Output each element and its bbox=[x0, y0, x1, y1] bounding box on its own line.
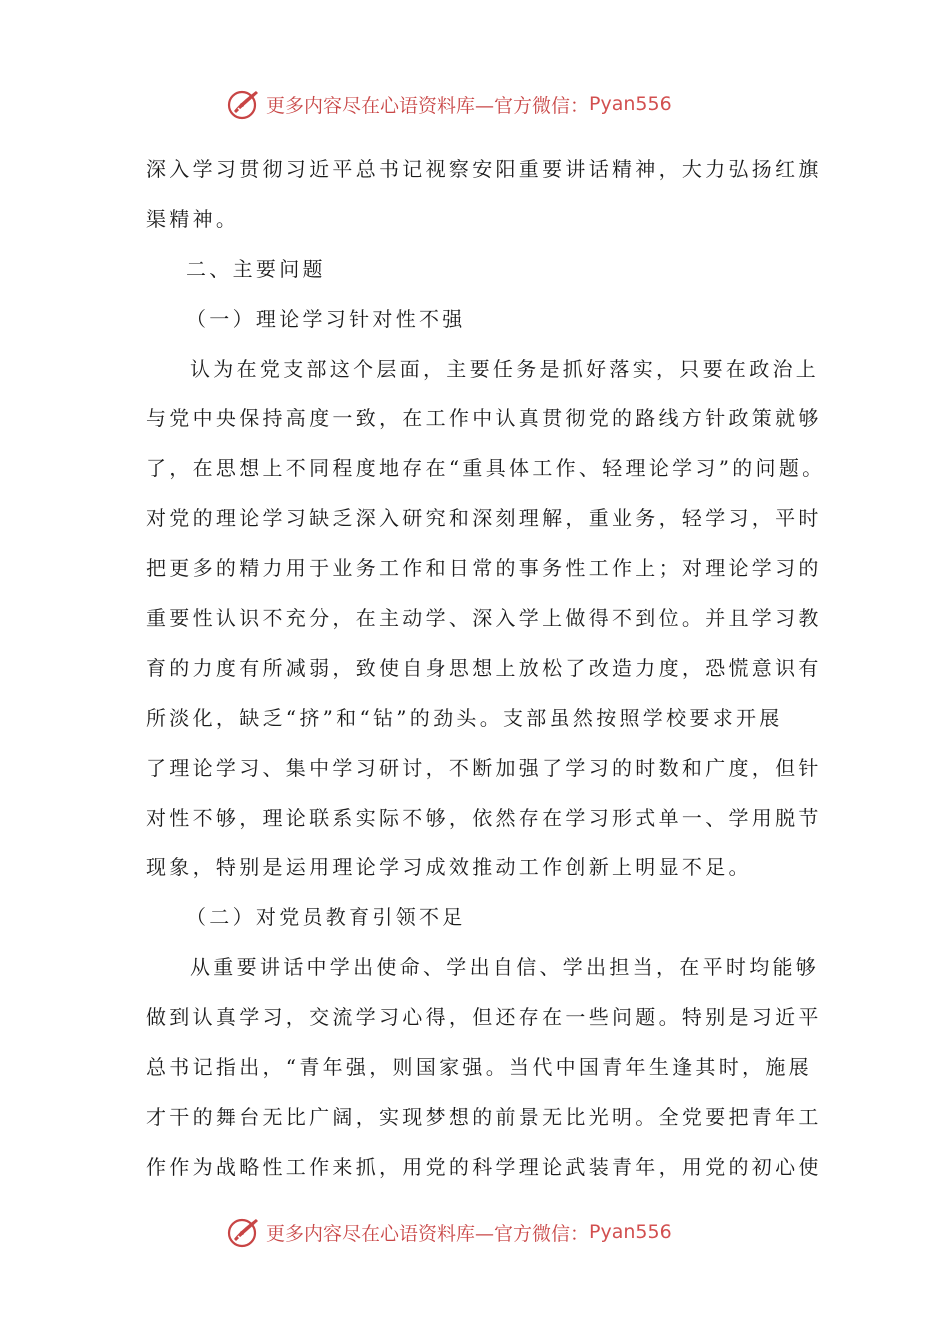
paragraph-line: 育的力度有所减弱，致使自身思想上放松了改造力度，恐慌意识有 bbox=[146, 655, 822, 680]
paragraph-line: 认为在党支部这个层面，主要任务是抓好落实，只要在政治上 bbox=[190, 356, 820, 381]
paragraph-line: 重要性认识不充分，在主动学、深入学上做得不到位。并且学习教 bbox=[146, 606, 822, 631]
watermark-text: 更多内容尽在心语资料库—官方微信： bbox=[266, 1222, 590, 1245]
watermark-wechat-id: Pyan556 bbox=[589, 1221, 672, 1243]
paragraph-line: 对党的理论学习缺乏深入研究和深刻理解，重业务，轻学习，平时 bbox=[146, 506, 822, 531]
paragraph-line: 现象，特别是运用理论学习成效推动工作创新上明显不足。 bbox=[146, 855, 752, 880]
paragraph-line: 作作为战略性工作来抓，用党的科学理论武装青年，用党的初心使 bbox=[146, 1154, 822, 1179]
watermark-banner-top bbox=[226, 84, 746, 124]
paragraph-line: 总书记指出，“青年强，则国家强。当代中国青年生逢其时，施展 bbox=[146, 1055, 812, 1080]
pen-logo-icon bbox=[226, 1214, 262, 1250]
paragraph-line: 所淡化，缺乏“挤”和“钻”的劲头。支部虽然按照学校要求开展 bbox=[146, 705, 783, 730]
paragraph-line: 了，在思想上不同程度地存在“重具体工作、轻理论学习”的问题。 bbox=[146, 456, 826, 481]
document-body bbox=[146, 145, 836, 1193]
section-heading: 二、主要问题 bbox=[186, 256, 326, 281]
watermark-text: 更多内容尽在心语资料库—官方微信： bbox=[266, 94, 590, 117]
paragraph-line: 了理论学习、集中学习研讨，不断加强了学习的时数和广度，但针 bbox=[146, 755, 822, 780]
subsection-heading: （一）理论学习针对性不强 bbox=[186, 306, 466, 331]
pen-logo-icon bbox=[226, 86, 262, 122]
paragraph-line: 做到认真学习，交流学习心得，但还存在一些问题。特别是习近平 bbox=[146, 1005, 822, 1030]
paragraph-line: 渠精神。 bbox=[146, 206, 240, 231]
paragraph-line: 与党中央保持高度一致，在工作中认真贯彻党的路线方针政策就够 bbox=[146, 406, 822, 431]
paragraph-line: 把更多的精力用于业务工作和日常的事务性工作上；对理论学习的 bbox=[146, 556, 822, 581]
subsection-heading: （二）对党员教育引领不足 bbox=[186, 905, 466, 930]
paragraph-line: 对性不够，理论联系实际不够，依然存在学习形式单一、学用脱节 bbox=[146, 805, 822, 830]
watermark-banner-bottom bbox=[226, 1212, 746, 1252]
watermark-wechat-id: Pyan556 bbox=[589, 93, 672, 115]
paragraph-line: 才干的舞台无比广阔，实现梦想的前景无比光明。全党要把青年工 bbox=[146, 1104, 822, 1129]
paragraph-line: 深入学习贯彻习近平总书记视察安阳重要讲话精神，大力弘扬红旗 bbox=[146, 157, 822, 181]
paragraph-line: 从重要讲话中学出使命、学出自信、学出担当，在平时均能够 bbox=[190, 955, 820, 980]
